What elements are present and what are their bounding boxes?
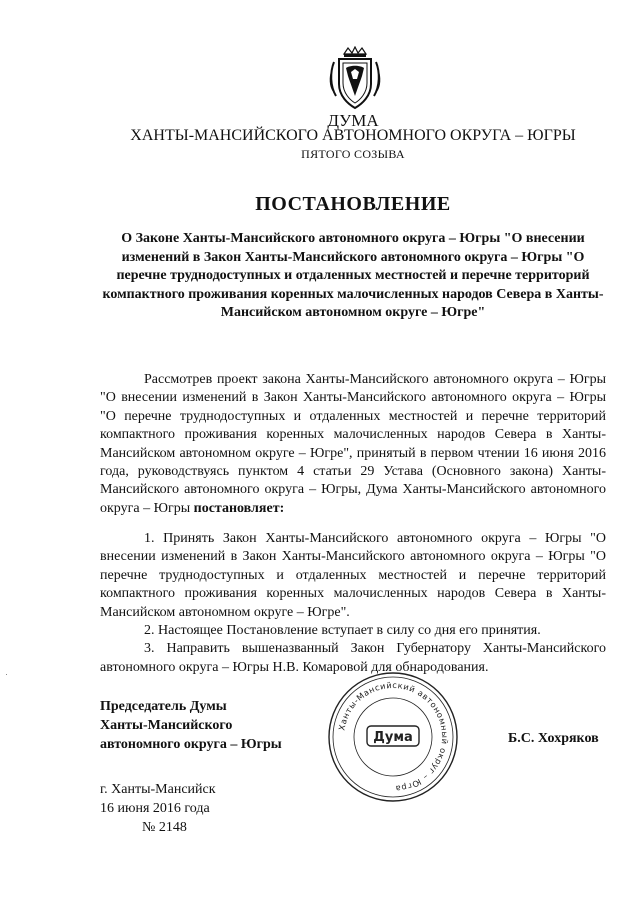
okrug-heading: ХАНТЫ-МАНСИЙСКОГО АВТОНОМНОГО ОКРУГА – ЮГРЫ [130, 127, 576, 144]
decision-item-1: 1. Принять Закон Ханты-Мансийского автономного округа – Югры "О внесении изменений в Закон Ханты-Мансийского автономного округа – Югры "О перечне труднодоступных и отдаленных местностей и перечне территорий компактного проживания коренных малочисленных народов Севера в Ханты-Мансийском автономном округе – Югре". [100, 531, 606, 620]
document-number: № 2148 [142, 820, 187, 835]
place-date: 16 июня 2016 года [100, 801, 210, 816]
decision-items [100, 530, 606, 677]
preamble-paragraph [100, 371, 606, 518]
seal-center-text: Дума [373, 730, 413, 745]
signer-position-line1: Председатель Думы [100, 699, 227, 714]
preamble-text: Рассмотрев проект закона Ханты-Мансийского автономного округа – Югры "О внесении изменений в Закон Ханты-Мансийского автономного округа – Югры "О перечне труднодоступных и отдаленных местностей и перечне территорий компактного проживания коренных малочисленных народов Севера в Ханты-Мансийском автономном округе – Югре", принятый в первом чтении 16 июня 2016 года, руководствуясь пунктом 4 статьи 29 Устава (Основного закона) Ханты-Мансийского автономного округа – Югры, Дума Ханты-Мансийского автономного округа – Югры [100, 372, 606, 516]
decision-item-3: 3. Направить вышеназванный Закон Губернатору Ханты-Мансийского автономного округа – Югры Н.В. Комаровой для обнародования. [100, 641, 606, 675]
signer-position [100, 697, 340, 754]
duma-heading: ДУМА [327, 111, 379, 130]
signer-position-line2: Ханты-Мансийского [100, 718, 233, 733]
coat-of-arms-icon [326, 46, 384, 112]
signer-name: Б.С. Хохряков [508, 731, 599, 746]
document-subject: О Законе Ханты-Мансийского автономного округа – Югры "О внесении изменений в Закон Ханты-Мансийского автономного округа – Югры "О перечне труднодоступных и отдаленных местностей и перечне территорий компактного проживания коренных малочисленных народов Севера в Ханты-Мансийском автономном округе – Югре" [102, 231, 604, 320]
scan-mark [6, 674, 7, 675]
place-city: г. Ханты-Мансийск [100, 782, 216, 797]
document-title: ПОСТАНОВЛЕНИЕ [255, 193, 451, 215]
signer-position-line3: автономного округа – Югры [100, 737, 282, 752]
official-seal [325, 669, 461, 805]
seal-ring-text: Ханты-Мансийский автономный округ – Югра [336, 679, 451, 795]
decision-item-2: 2. Настоящее Постановление вступает в силу со дня его принятия. [144, 623, 541, 639]
place-and-date [100, 780, 216, 837]
decision-word: постановляет: [193, 500, 285, 516]
convocation-heading: ПЯТОГО СОЗЫВА [301, 147, 405, 161]
